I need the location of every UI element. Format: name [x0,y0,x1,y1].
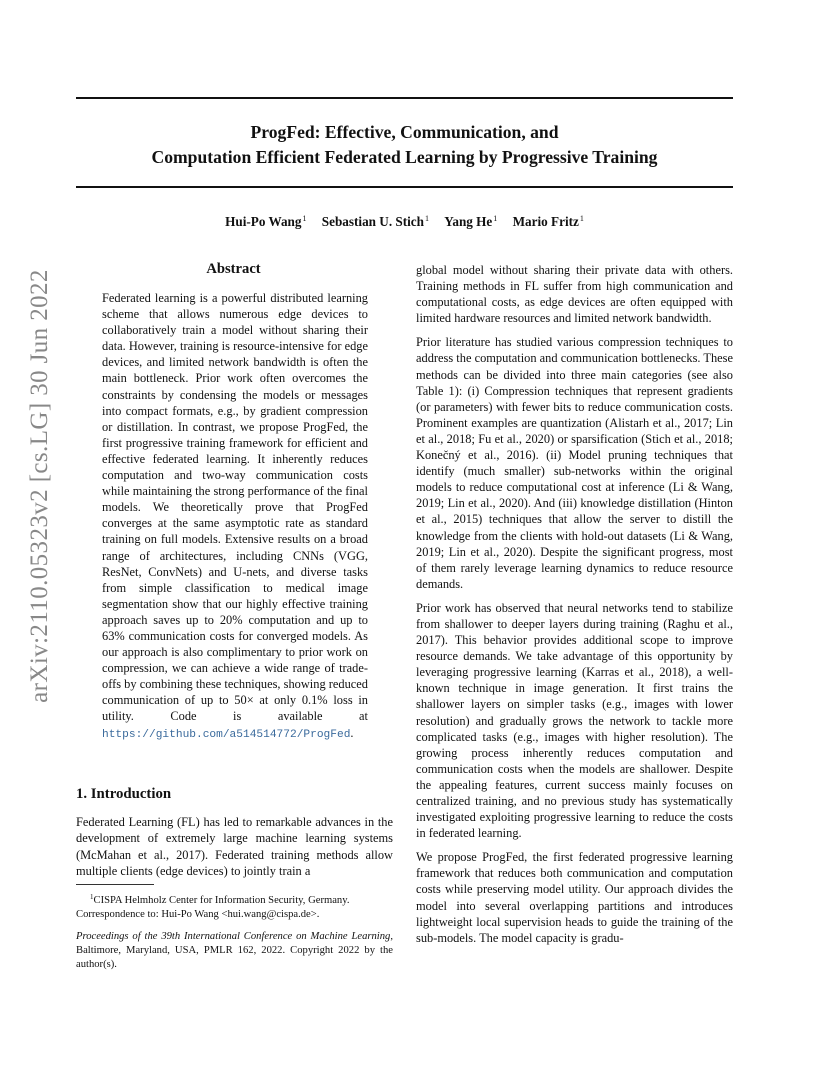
section-heading-introduction: 1. Introduction [76,786,172,802]
author-list [76,214,733,230]
top-rule [76,97,733,99]
author: Mario Fritz$^1$ [512,214,584,229]
footnote-rule [76,884,154,885]
title-line-1: ProgFed: Effective, Communication, and [250,122,559,142]
proceedings-note: Proceedings of the 39th International Conference on Machine Learning, Baltimore, Maryland, USA, PMLR 162, 2022. Copyright 2022 by the author(s). [76,931,393,970]
author: Yang He$^1$ [444,214,498,229]
author: Sebastian U. Stich$^1$ [321,214,429,229]
arxiv-identifier: arXiv:2110.05323v2 [cs.LG] 30 Jun 2022 [26,269,53,703]
title-line-2: Computation Efficient Federated Learning by Progressive Training [151,147,658,167]
body-paragraph: global model without sharing their private data with others. Training methods in FL suffer from high communication and computational costs, as edge devices are often equipped with limited hardware resources and limited network bandwidth. [416,263,733,326]
intro-left-paragraph: Federated Learning (FL) has led to remarkable advances in the development of extremely large machine learning systems (McMahan et al., 2017). Federated training methods allow multiple clients (edge devices) to jointly train a [76,815,393,878]
footnote: $^1$CISPA Helmholz Center for Information Security, Germany. Correspondence to: Hui-Po Wang <hui.wang@cispa.de>. [76,893,350,920]
intro-right-column [416,262,733,954]
bottom-rule [76,186,733,188]
abstract-paragraph: Federated learning is a powerful distributed learning scheme that allows numerous edge devices to collaboratively train a model without sharing their data. However, training is resource-intensive for edge devices, and limited network bandwidth is often the main bottleneck. Prior work often overcomes the constraints by condensing the models or messages into compact formats, e.g., by gradient compression or distillation. In contrast, we propose ProgFed, the first progressive training framework for efficient and effective federated learning. It inherently reduces computation and two-way communication costs while maintaining the strong performance of the final models. We theoretically prove that ProgFed converges at the same asymptotic rate as standard training on full models. Extensive results on a broad range of architectures, including CNNs (VGG, ResNet, ConvNets) and U-nets, and diverse tasks from simple classification to medical image segmentation show that our highly effective training approach saves up to 20% computation and up to 63% communication costs for converged models. As our approach is also complimentary to prior work on compression, we can achieve a wide range of trade-offs by combining these techniques, showing reduced communication of up to 50× at only 0.1% loss in utility. Code is available at [102,291,368,724]
body-paragraph: Prior literature has studied various compression techniques to address the computation and communication bottlenecks. These methods can be divided into three main categories (see also Table 1): (i) Compression techniques that represent gradients (or parameters) with fewer bits to reduce communication costs. Prominent examples are quantization (Alistarh et al., 2017; Lin et al., 2018; Fu et al., 2020) or sparsification (Stich et al., 2018; Konečný et al., 2016). (ii) Model pruning techniques that identify (much smaller) sub-networks within the original models to reduce computational cost at inference (Li & Wang, 2019; Lin et al., 2020). And (iii) knowledge distillation (Hinton et al., 2015) techniques that allow the server to distill the knowledge from the clients with hold-out datasets (Li & Wang, 2019; Lin et al., 2020). Despite the significant progress, most of them rarely leverage learning dynamics to reduce resource demands. [416,335,733,591]
abstract-text: Federated learning is a powerful distributed learning scheme that allows numerous edge devices to collaboratively train a model without sharing their data. However, training is resource-intensive for edge devices, and limited network bandwidth is often the main bottleneck. Prior work often overcomes the constraints by condensing the models or messages into compact formats, e.g., by gradient compression or distillation. In contrast, we propose ProgFed, the first progressive training framework for efficient and effective federated learning. It inherently reduces computation and two-way communication costs while maintaining the strong performance of the final models. We theoretically prove that ProgFed converges at the same asymptotic rate as standard training on full models. Extensive results on a broad range of architectures, including CNNs (VGG, ResNet, ConvNets) and U-nets, and diverse tasks from simple classification to medical image segmentation show that our highly effective training approach saves up to 20% computation and up to 63% communication costs for converged models. As our approach is also complimentary to prior work on compression, we can achieve a wide range of trade-offs by combining these techniques, showing reduced communication of up to 50× at only 0.1% loss in utility. Code is available at https://github.com/a514514772/ProgFed. [102,291,368,741]
code-link[interactable]: https://github.com/a514514772/ProgFed [102,728,351,741]
body-paragraph: Prior work has observed that neural networks tend to stabilize from shallower to deeper layers during training (Raghu et al., 2017). This behavior provides additional scope to improve resource demands. We take advantage of this opportunity by leveraging progressive learning (Karras et al., 2018), a well-known technique in image generation. It first trains the shallower layers on simpler tasks (e.g., images with lower resolution) and gradually grows the network to tackle more complicated tasks (e.g., images with higher resolution). The growing process inherently reduces computation and communication costs when the models are shallower. Despite the appealing features, current success mainly focuses on centralized training, and no previous study has systematically investigated exploiting progressive learning to reduce the costs in federated learning. [416,600,733,841]
paper-title [76,120,733,170]
author: Hui-Po Wang$^1$ [225,214,307,229]
body-paragraph: We propose ProgFed, the first federated progressive learning framework that reduces both communication and computation costs while preserving model utility. Our approach divides the model into several overlapping partitions and introduces lightweight local supervision heads to guide the training of the sub-models. The model capacity is gradu- [416,850,733,945]
abstract-heading: Abstract [206,261,261,277]
